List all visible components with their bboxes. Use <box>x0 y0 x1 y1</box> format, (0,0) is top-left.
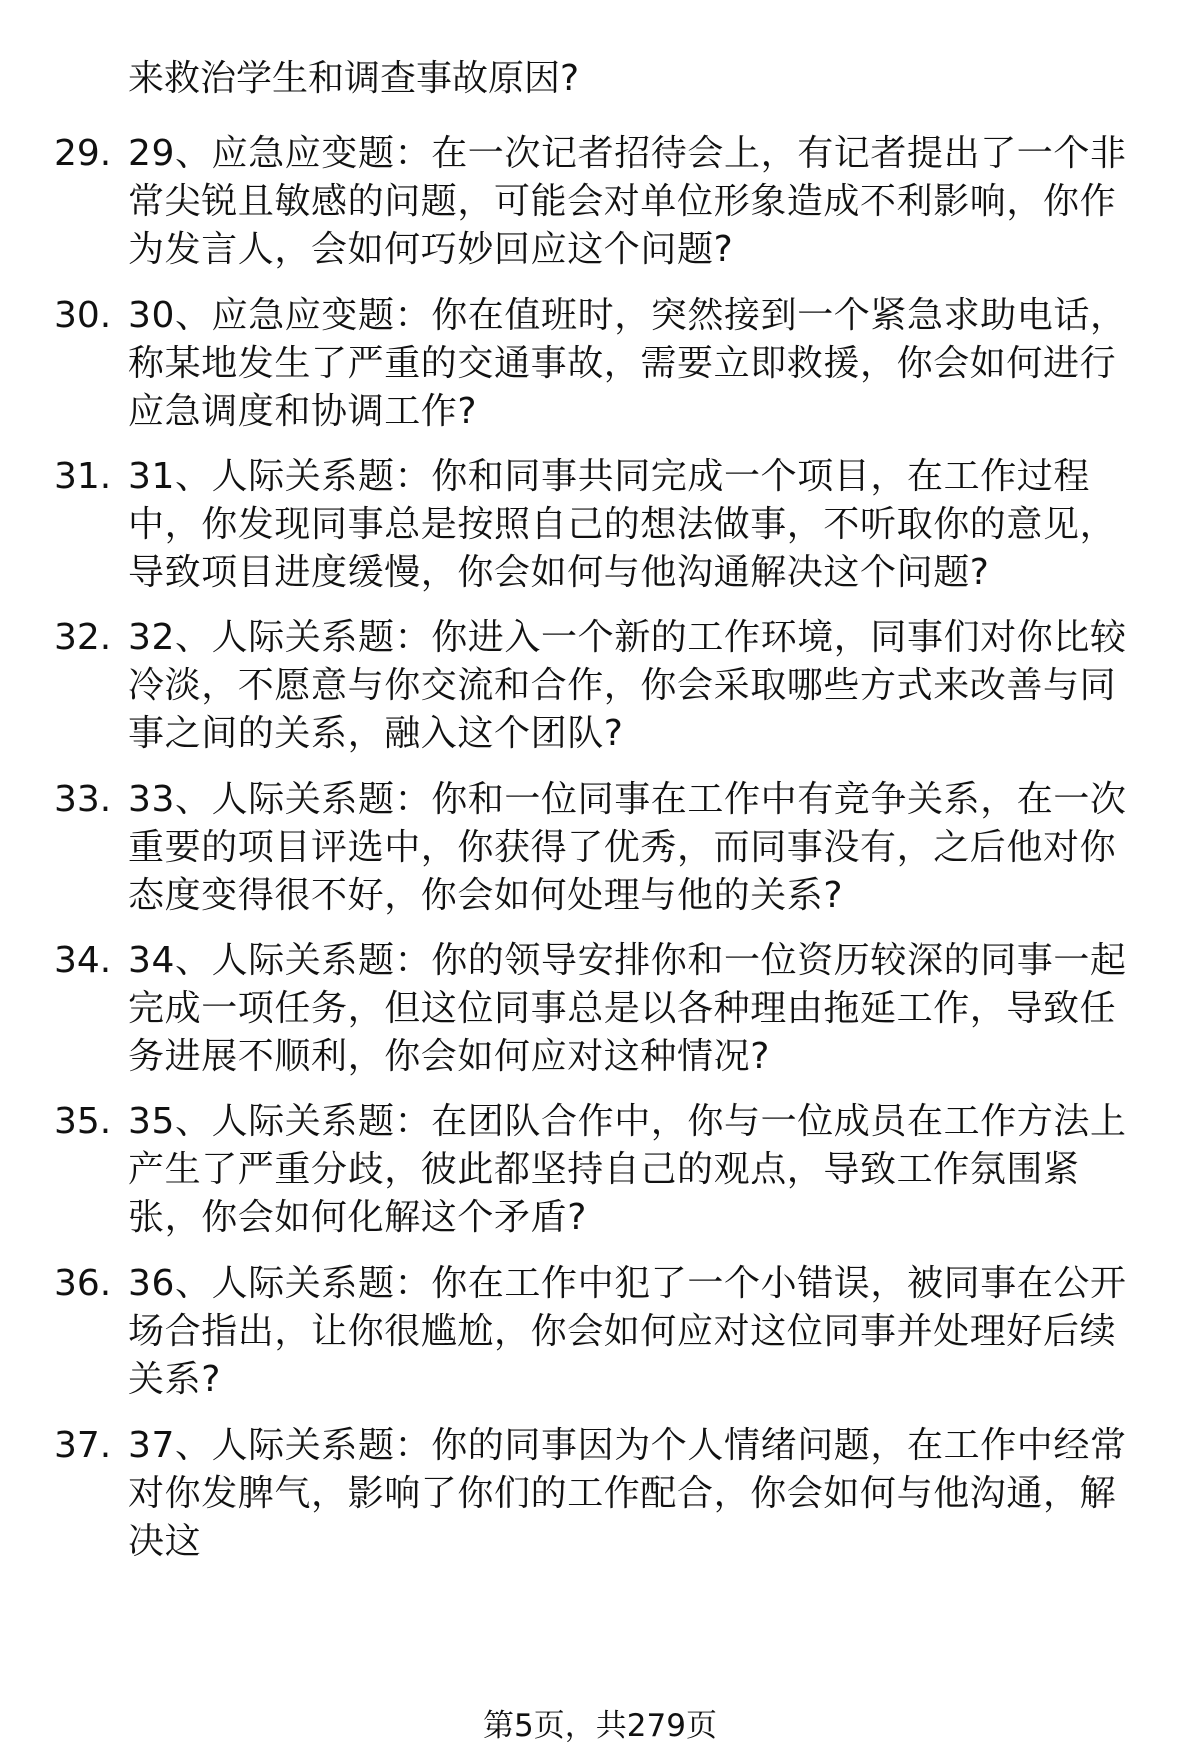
item-number: 30. <box>54 295 112 336</box>
item-text: 35、人际关系题：在团队合作中，你与一位成员在工作方法上产生了严重分歧，彼此都坚持自己的观点，导致工作氛围紧张，你会如何化解这个矛盾? <box>128 1101 1127 1238</box>
item-text: 34、人际关系题：你的领导安排你和一位资历较深的同事一起完成一项任务，但这位同事总是以各种理由拖延工作，导致任务进展不顺利，你会如何应对这种情况? <box>128 940 1127 1077</box>
item-number: 33. <box>54 779 112 820</box>
item-text: 37、人际关系题：你的同事因为个人情绪问题，在工作中经常对你发脾气，影响了你们的工作配合，你会如何与他沟通，解决这 <box>128 1425 1127 1562</box>
item-number: 34. <box>54 940 112 981</box>
item-text: 31、人际关系题：你和同事共同完成一个项目，在工作过程中，你发现同事总是按照自己的想法做事，不听取你的意见，导致项目进度缓慢，你会如何与他沟通解决这个问题? <box>128 456 1117 593</box>
item-text: 29、应急应变题：在一次记者招待会上，有记者提出了一个非常尖锐且敏感的问题，可能会对单位形象造成不利影响，你作为发言人，会如何巧妙回应这个问题? <box>128 133 1127 270</box>
item-text: 33、人际关系题：你和一位同事在工作中有竞争关系，在一次重要的项目评选中，你获得了优秀，而同事没有，之后他对你态度变得很不好，你会如何处理与他的关系? <box>128 779 1127 916</box>
item-number: 35. <box>54 1101 112 1142</box>
item-number: 29. <box>54 133 112 174</box>
page-footer: 第5页，共279页 <box>483 1708 717 1744</box>
item-number: 36. <box>54 1263 112 1304</box>
continuation-text: 来救治学生和调查事故原因? <box>128 58 580 99</box>
item-number: 37. <box>54 1425 112 1466</box>
item-number: 31. <box>54 456 112 497</box>
item-text: 32、人际关系题：你进入一个新的工作环境，同事们对你比较冷淡，不愿意与你交流和合作，你会采取哪些方式来改善与同事之间的关系，融入这个团队? <box>128 617 1127 754</box>
item-number: 32. <box>54 617 112 658</box>
item-text: 30、应急应变题：你在值班时，突然接到一个紧急求助电话，称某地发生了严重的交通事故，需要立即救援，你会如何进行应急调度和协调工作? <box>128 295 1127 432</box>
item-text: 36、人际关系题：你在工作中犯了一个小错误，被同事在公开场合指出，让你很尴尬，你会如何应对这位同事并处理好后续关系? <box>128 1263 1127 1400</box>
